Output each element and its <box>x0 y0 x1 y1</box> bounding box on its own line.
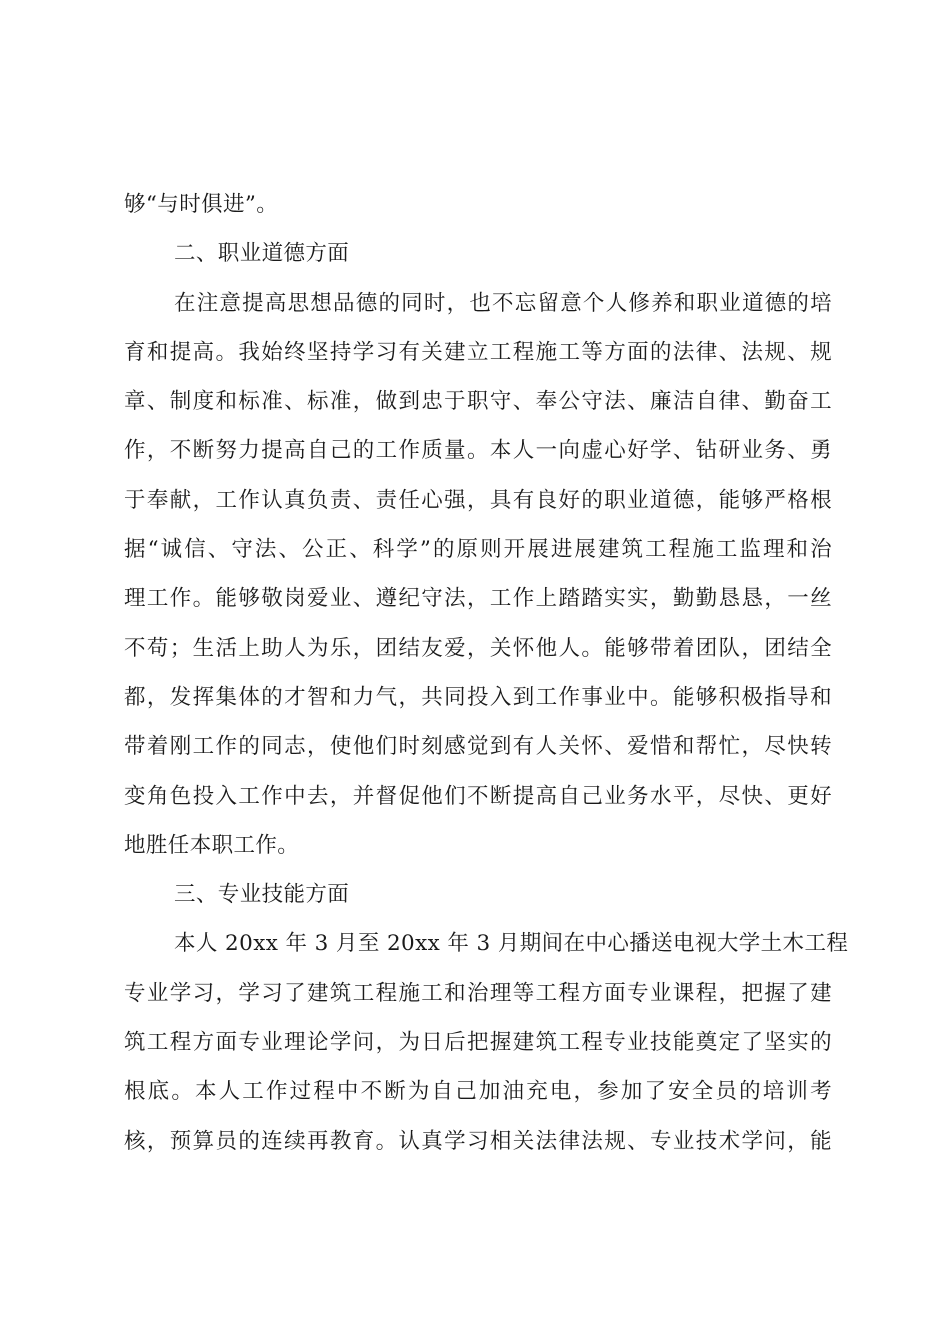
text-line: 育和提高。我始终坚持学习有关建立工程施工等方面的法律、法规、规 <box>124 339 832 365</box>
text-line: 不苟；生活上助人为乐，团结友爱，关怀他人。能够带着团队，团结全 <box>124 635 832 661</box>
text-line: 变角色投入工作中去，并督促他们不断提高自己业务水平，尽快、更好 <box>124 783 832 809</box>
section-heading-professional-ethics: 二、职业道德方面 <box>174 241 350 267</box>
text-line: 地胜任本职工作。 <box>124 832 300 858</box>
text-line: 都，发挥集体的才智和力气，共同投入到工作事业中。能够积极指导和 <box>124 684 832 710</box>
text-line: 根底。本人工作过程中不断为自己加油充电，参加了安全员的培训考 <box>124 1079 832 1105</box>
text-line: 于奉献，工作认真负责、责任心强，具有良好的职业道德，能够严格根 <box>124 487 832 513</box>
section-heading-professional-skills: 三、专业技能方面 <box>174 882 350 908</box>
text-line: 核，预算员的连续再教育。认真学习相关法律法规、专业技术学问，能 <box>124 1128 832 1154</box>
text-line: 理工作。能够敬岗爱业、遵纪守法，工作上踏踏实实，勤勤恳恳，一丝 <box>124 586 832 612</box>
text-line: 专业学习，学习了建筑工程施工和治理等工程方面专业课程，把握了建 <box>124 980 832 1006</box>
text-line: 筑工程方面专业理论学问，为日后把握建筑工程专业技能奠定了坚实的 <box>124 1030 832 1056</box>
text-line: 作，不断努力提高自己的工作质量。本人一向虚心好学、钻研业务、勇 <box>124 438 832 464</box>
text-line: 够“与时俱进”。 <box>124 192 279 217</box>
text-line: 带着刚工作的同志，使他们时刻感觉到有人关怀、爱惜和帮忙，尽快转 <box>124 734 832 760</box>
text-line: 章、制度和标准、标准，做到忠于职守、奉公守法、廉洁自律、勤奋工 <box>124 389 832 415</box>
text-line: 在注意提高思想品德的同时，也不忘留意个人修养和职业道德的培 <box>174 290 832 316</box>
text-line: 据“诚信、守法、公正、科学”的原则开展进展建筑工程施工监理和治 <box>124 537 832 563</box>
text-line: 本人 20xx 年 3 月至 20xx 年 3 月期间在中心播送电视大学土木工程 <box>174 931 849 957</box>
document-body <box>124 180 849 1166</box>
